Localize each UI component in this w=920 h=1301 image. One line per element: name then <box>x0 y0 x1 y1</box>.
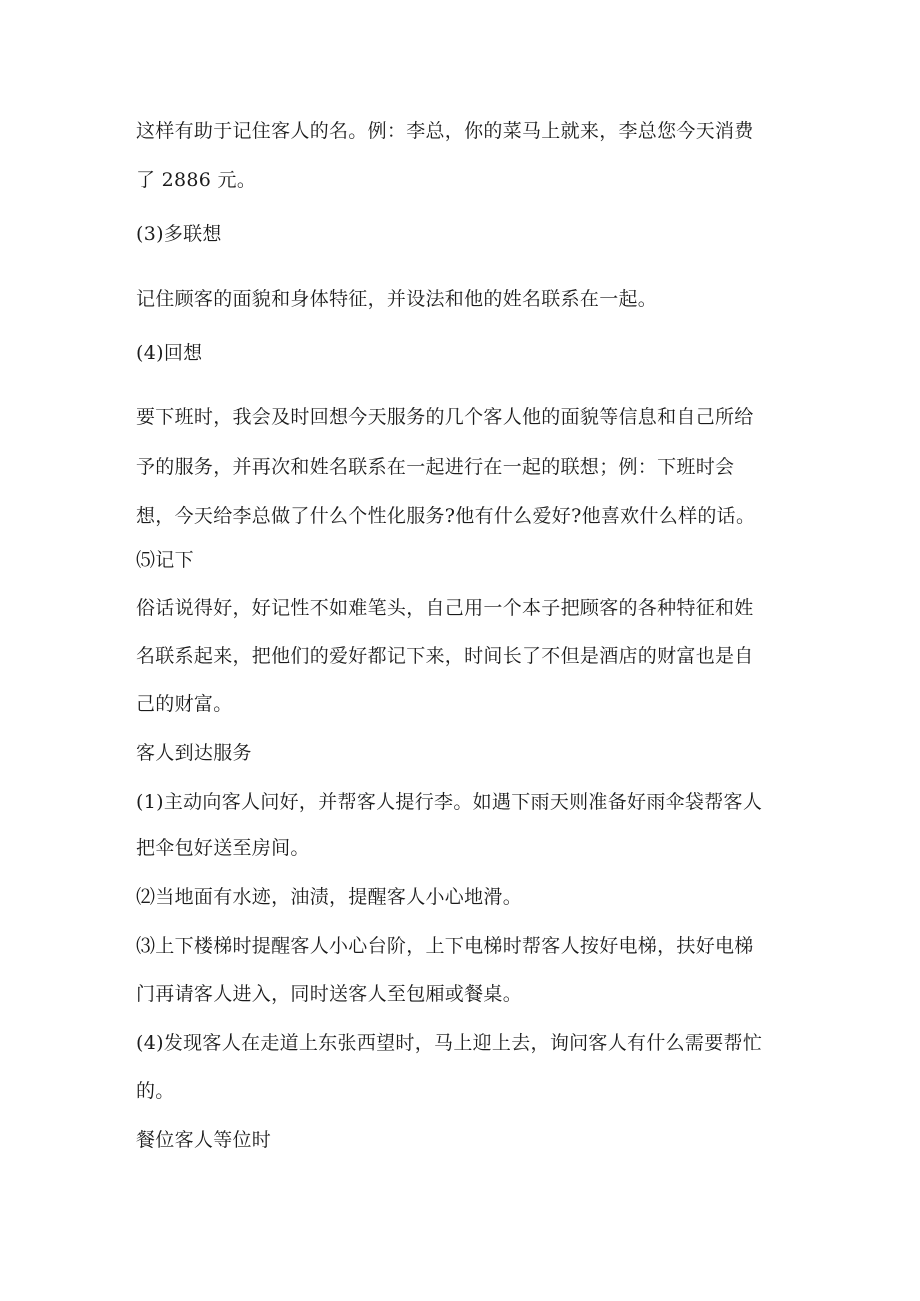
heading-waiting-guests: 餐位客人等位时 <box>136 1129 272 1151</box>
paragraph-write-down-line-1: 俗话说得好，好记性不如难笔头，自己用一个本子把顾客的各种特征和姓 <box>136 597 754 619</box>
heading-recall: (4)回想 <box>136 342 203 364</box>
item-2: ⑵当地面有水迹，油渍，提醒客人小心地滑。 <box>136 886 523 908</box>
item-1-line-2: 把伞包好送至房间。 <box>136 837 310 859</box>
heading-guest-arrival: 客人到达服务 <box>136 742 252 764</box>
item-4-line-2: 的。 <box>136 1080 175 1102</box>
paragraph-recall-line-3: 想，今天给李总做了什么个性化服务?他有什么爱好?他喜欢什么样的话。 <box>136 505 756 527</box>
heading-association: (3)多联想 <box>136 223 222 245</box>
item-3-line-2: 门再请客人进入，同时送客人至包厢或餐桌。 <box>136 983 523 1005</box>
item-3-line-1: ⑶上下楼梯时提醒客人小心台阶，上下电梯时帮客人按好电梯，扶好电梯 <box>136 935 754 957</box>
paragraph-association: 记住顾客的面貌和身体特征，并设法和他的姓名联系在一起。 <box>136 288 658 310</box>
item-4-line-1: (4)发现客人在走道上东张西望时，马上迎上去，询问客人有什么需要帮忙 <box>136 1032 763 1054</box>
paragraph-recall-line-2: 予的服务，并再次和姓名联系在一起进行在一起的联想；例：下班时会 <box>136 456 735 478</box>
item-1-line-1: (1)主动向客人问好，并帮客人提行李。如遇下雨天则准备好雨伞袋帮客人 <box>136 791 763 813</box>
heading-write-down: ⑸记下 <box>136 549 194 571</box>
paragraph-memory-example-line-1: 这样有助于记住客人的名。例：李总，你的菜马上就来，李总您今天消费 <box>136 120 754 142</box>
paragraph-write-down-line-3: 己的财富。 <box>136 693 233 715</box>
paragraph-recall-line-1: 要下班时，我会及时回想今天服务的几个客人他的面貌等信息和自己所给 <box>136 406 754 428</box>
paragraph-memory-example-line-2: 了 2886 元。 <box>136 169 257 191</box>
paragraph-write-down-line-2: 名联系起来，把他们的爱好都记下来，时间长了不但是酒店的财富也是自 <box>136 645 754 667</box>
